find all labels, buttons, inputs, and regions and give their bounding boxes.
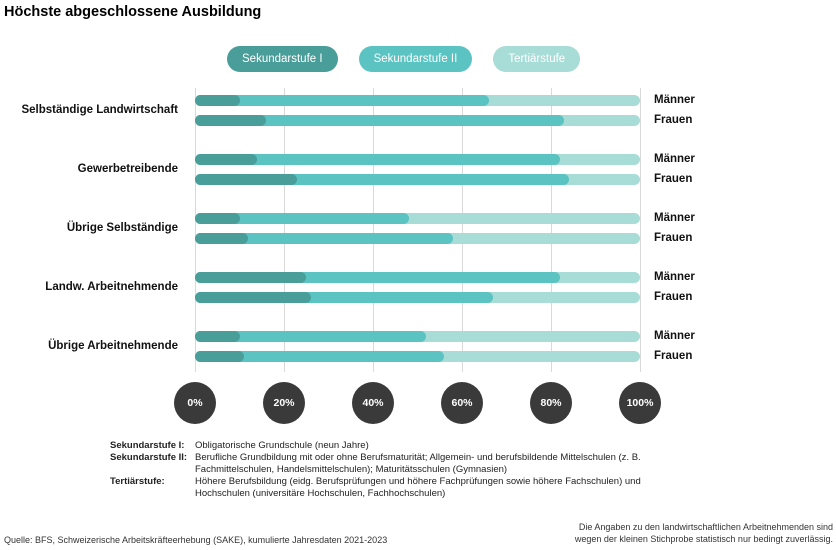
sex-label-maenner: Männer [654,270,695,283]
footnote-row [110,452,643,476]
category-label: Übrige Arbeitnehmende [48,340,178,352]
axis-tick-circle: 60% [441,382,483,424]
axis-tick-circle: 40% [352,382,394,424]
source-line: Quelle: BFS, Schweizerische Arbeitskräfteerhebung (SAKE), kumulierte Jahresdaten 2021-2023 [4,535,388,545]
reliability-note-line: wegen der kleinen Stichprobe statistisch nur bedingt zuverlässig. [574,534,833,544]
footnote-row [110,476,643,500]
sex-label-frauen: Frauen [654,349,693,362]
sex-label-maenner: Männer [654,152,695,165]
footnotes [110,440,643,500]
axis-tick-circle: 0% [174,382,216,424]
bar-segment-sekundarstufe-1[interactable] [195,213,240,224]
gridline [284,88,285,372]
footnote-definition: Obligatorische Grundschule (neun Jahre) [195,440,369,451]
bar-segment-sekundarstufe-1[interactable] [195,331,240,342]
sex-label-maenner: Männer [654,211,695,224]
category-label: Übrige Selbständige [66,222,178,234]
bar-maenner[interactable] [195,331,640,342]
bar-maenner[interactable] [195,213,640,224]
footnote-definition: Berufliche Grundbildung mit oder ohne Berufsmaturität; Allgemein- und berufsbildende Mittelschulen (z. B. Fachmittelschulen, Handelsmittelschulen); Maturitätsschulen (Gymnasien) [195,452,641,475]
bar-maenner[interactable] [195,95,640,106]
footnote-row [110,440,643,452]
bar-frauen[interactable] [195,174,640,185]
legend-pill-tertiaerstufe[interactable]: Tertiärstufe [493,46,580,72]
gridline [195,88,196,372]
bar-segment-sekundarstufe-1[interactable] [195,154,257,165]
bar-frauen[interactable] [195,351,640,362]
bar-segment-sekundarstufe-1[interactable] [195,351,244,362]
gridline [640,88,641,372]
reliability-note [575,521,833,545]
footnote-term: Tertiärstufe: [110,476,165,487]
bar-segment-sekundarstufe-1[interactable] [195,292,311,303]
footnote-definition: Höhere Berufsbildung (eidg. Berufsprüfungen und höhere Fachprüfungen sowie höhere Fachschulen) und Hochschulen (universitäre Hochschulen, Fachhochschulen) [195,476,641,499]
category-label: Selbständige Landwirtschaft [21,104,178,116]
footnote-term: Sekundarstufe I: [110,440,185,451]
sex-label-maenner: Männer [654,93,695,106]
category-label: Landw. Arbeitnehmende [45,281,178,293]
bar-segment-sekundarstufe-1[interactable] [195,115,266,126]
category-label: Gewerbetreibende [77,163,178,175]
legend [227,46,580,72]
bar-segment-sekundarstufe-1[interactable] [195,174,297,185]
reliability-note-line: Die Angaben zu den landwirtschaftlichen Arbeitnehmenden sind [578,522,833,532]
axis-tick-circle: 80% [530,382,572,424]
page-title: Höchste abgeschlossene Ausbildung [4,4,262,20]
sex-label-frauen: Frauen [654,113,693,126]
sex-label-maenner: Männer [654,329,695,342]
gridline [373,88,374,372]
sex-label-frauen: Frauen [654,172,693,185]
bar-maenner[interactable] [195,154,640,165]
legend-pill-sekundarstufe-1[interactable]: Sekundarstufe I [227,46,338,72]
bar-maenner[interactable] [195,272,640,283]
bar-frauen[interactable] [195,292,640,303]
legend-pill-sekundarstufe-2[interactable]: Sekundarstufe II [359,46,473,72]
gridline [551,88,552,372]
bar-frauen[interactable] [195,115,640,126]
bar-segment-sekundarstufe-1[interactable] [195,233,248,244]
axis-tick-circle: 20% [263,382,305,424]
footnote-term: Sekundarstufe II: [110,452,188,463]
bar-segment-sekundarstufe-1[interactable] [195,272,306,283]
bar-segment-sekundarstufe-1[interactable] [195,95,240,106]
axis-tick-circle: 100% [619,382,661,424]
sex-label-frauen: Frauen [654,231,693,244]
bar-frauen[interactable] [195,233,640,244]
gridline [462,88,463,372]
sex-label-frauen: Frauen [654,290,693,303]
